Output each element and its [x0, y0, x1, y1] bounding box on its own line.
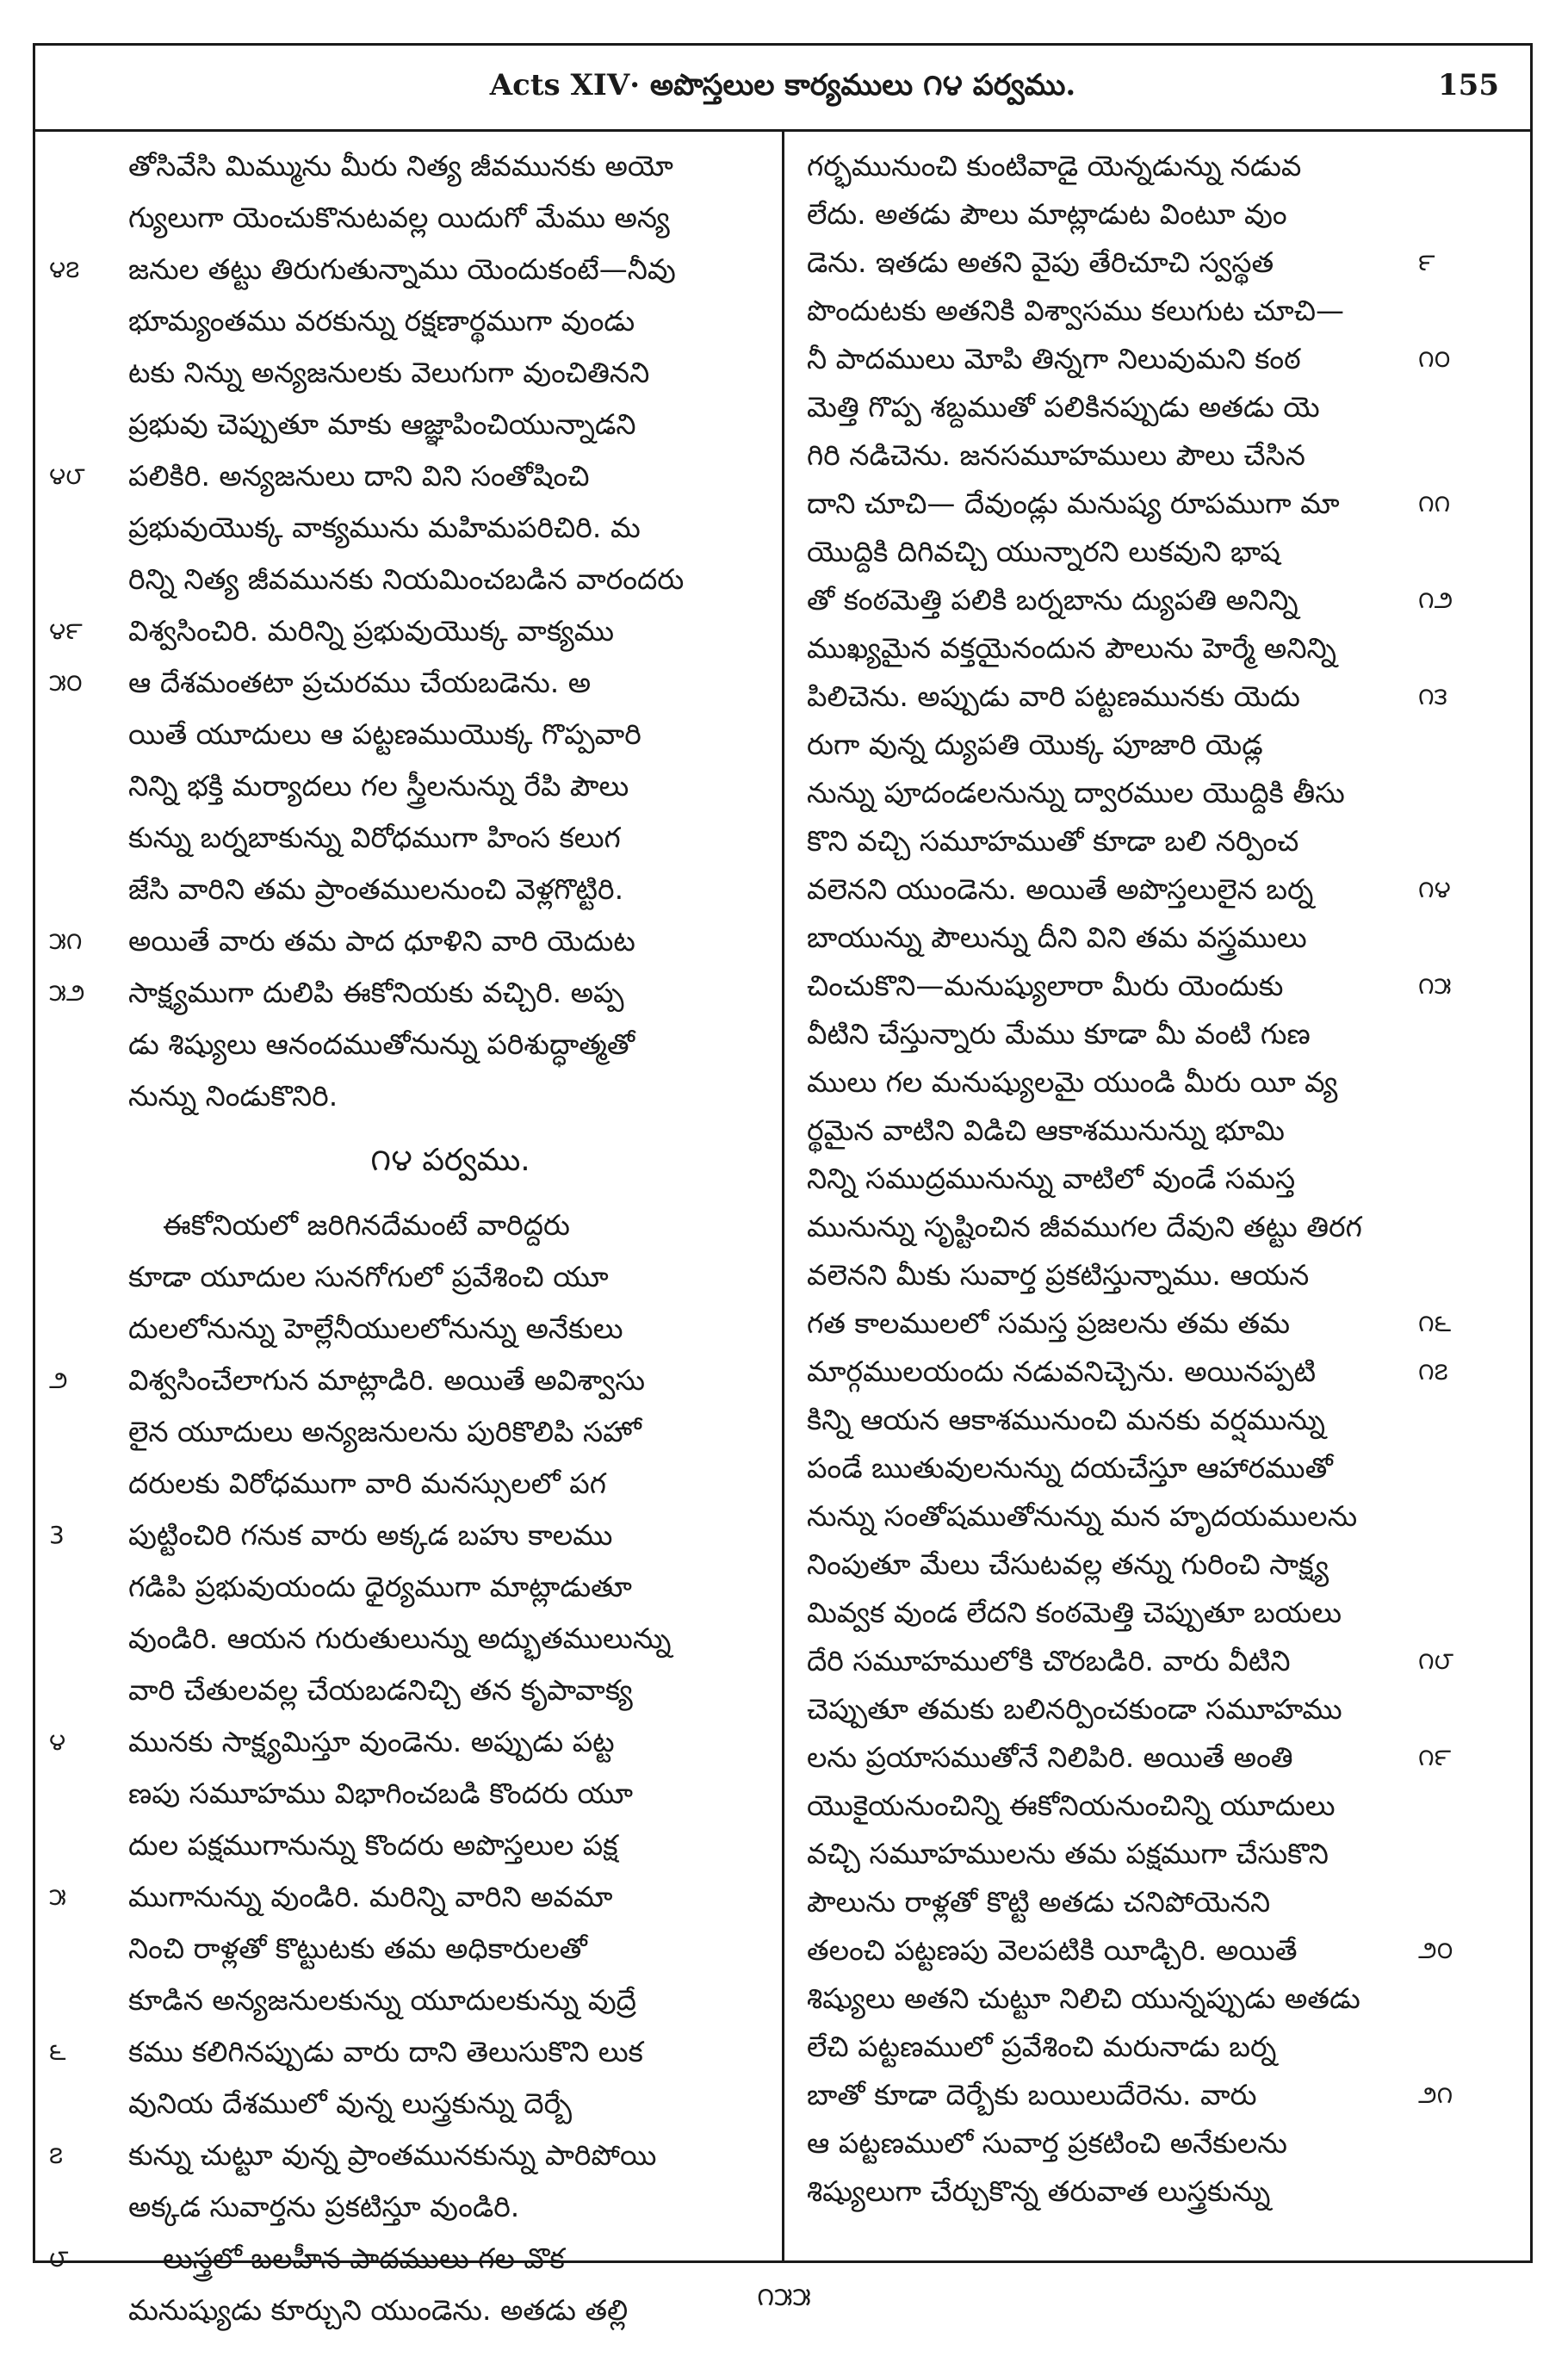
text-line: దరులకు విరోధముగా వారి మనస్సులలో పగ: [128, 1467, 606, 1500]
verse-number: 3: [49, 1521, 65, 1549]
verse-number: ౫౨: [49, 978, 85, 1007]
text-line: నున్ను సంతోషముతోనున్ను మన హృదయములను: [807, 1499, 1358, 1533]
footer-page-number: ౧౫౫: [757, 2282, 811, 2312]
text-line: ర్థమైన వాటిని విడిచి ఆకాశమునున్ను భూమి: [807, 1113, 1285, 1147]
text-line: వచ్చి సమూహములను తమ పక్షముగా చేసుకొని: [807, 1837, 1329, 1870]
text-line: నించి రాళ్లతో కొట్టుటకు తమ అధికారులతో: [128, 1932, 587, 1965]
text-line: కూడిన అన్యజనులకున్ను యూదులకున్ను వుద్రే: [128, 1983, 636, 2017]
verse-number: ౫: [49, 1882, 66, 1911]
text-line: ఈకోనియలో జరిగినదేమంటే వారిద్దరు: [163, 1208, 570, 1242]
text-line: శిష్యులు అతని చుట్టూ నిలిచి యున్నప్పుడు అతడు: [807, 1981, 1360, 2015]
text-line: ణపు సమూహము విభాగించబడి కొందరు యూ: [128, 1777, 633, 1810]
text-line: పొందుటకు అతనికి విశ్వాసము కలుగుట చూచి—: [807, 294, 1344, 327]
verse-number: ౧౧: [1418, 489, 1451, 518]
text-line: నున్ను నిండుకొనిరి.: [128, 1079, 338, 1113]
text-line: దేరి సమూహములోకి చొరబడిరి. వారు వీటిని: [807, 1644, 1291, 1677]
text-line: పండే ఋతువులనున్ను దయచేస్తూ ఆహారముతో: [807, 1451, 1333, 1485]
verse-number: ౧౮: [1418, 1646, 1454, 1675]
verse-number: ౫౧: [49, 927, 83, 955]
verse-number: ౧౩: [1418, 682, 1447, 710]
text-line: దాని చూచి— దేవుండ్లు మనుష్య రూపముగా మా: [807, 487, 1340, 520]
text-line: గర్భమునుంచి కుంటివాడై యెన్నడున్ను నడువ: [807, 149, 1302, 183]
text-line: మునకు సాక్ష్యమిస్తూ వుండెను. అప్పుడు పట్ట: [128, 1725, 615, 1758]
text-line: యొకైయనుంచిన్ని ఈకోనియనుంచిన్ని యూదులు: [807, 1789, 1336, 1822]
text-line: చించుకొని—మనుష్యులారా మీరు యెందుకు: [807, 969, 1284, 1002]
text-line: రిన్ని నిత్య జీవమునకు నియమించబడిన వారందరు: [128, 562, 685, 596]
text-line: తోసివేసి మిమ్మును మీరు నిత్య జీవమునకు అయో: [128, 149, 673, 183]
text-line: విశ్వసించేలాగున మాట్లాడిరి. అయితే అవిశ్వాసు: [128, 1363, 645, 1397]
text-line: బాయున్ను పౌలున్ను దీని విని తమ వస్త్రములు: [807, 921, 1307, 954]
verse-number: ౭: [49, 2141, 64, 2169]
text-line: యితే యూదులు ఆ పట్టణముయొక్క గొప్పవారి: [128, 717, 641, 751]
text-line: పిలిచెను. అప్పుడు వారి పట్టణమునకు యెదు: [807, 679, 1300, 713]
verse-number: ౬: [49, 2037, 66, 2066]
text-line: సాక్ష్యముగా దులిపి ఈకోనియకు వచ్చిరి. అప్ప: [128, 976, 624, 1009]
text-line: వలెనని యుండెను. అయితే అపొస్తలులైన బర్న: [807, 872, 1314, 906]
text-line: టకు నిన్ను అన్యజనులకు వెలుగుగా వుంచితినని: [128, 356, 650, 389]
text-line: జనుల తట్టు తిరుగుతున్నాము యెందుకంటే—నీవు: [128, 252, 676, 286]
running-header: [35, 46, 1530, 132]
text-line: తో కంఠమెత్తి పలికి బర్నబాను ద్యుపతి అనిన్ని: [807, 583, 1298, 617]
text-line: లను ప్రయాసముతోనే నిలిపిరి. అయితే అంతి: [807, 1740, 1293, 1774]
text-line: వలెనని మీకు సువార్త ప్రకటిస్తున్నాము. ఆయన: [807, 1258, 1310, 1292]
text-line: జేసి వారిని తమ ప్రాంతములనుంచి వెళ్లగొట్టిరి.: [128, 872, 624, 906]
text-line: మెత్తి గొప్ప శబ్దముతో పలికినప్పుడు అతడు యె: [807, 390, 1320, 424]
verse-number: ౧౪: [1418, 875, 1451, 903]
text-line: యొద్దికి దిగివచ్చి యున్నారని లుకవుని భాష: [807, 535, 1280, 568]
text-line: నింపుతూ మేలు చేసుటవల్ల తన్ను గురించి సాక్ష్య: [807, 1547, 1329, 1581]
text-line: కూడా యూదుల సునగోగులో ప్రవేశించి యూ: [128, 1260, 609, 1293]
verse-number: ౨౧: [1418, 2080, 1453, 2109]
text-line: ఆ దేశమంతటా ప్రచురము చేయబడెను. అ: [128, 666, 592, 699]
text-line: బాతో కూడా దెర్బేకు బయిలుదేరెను. వారు: [807, 2078, 1257, 2111]
verse-number: ౧౯: [1418, 1743, 1452, 1771]
text-line: లేచి పట్టణములో ప్రవేశించి మరునాడు బర్న: [807, 2030, 1277, 2063]
text-line: నీ పాదములు మోపి తిన్నగా నిలువుమని కంఠ: [807, 342, 1301, 375]
verse-number: ౧౫: [1418, 971, 1452, 1000]
text-line: శిష్యులుగా చేర్చుకొన్న తరువాత లుస్త్రకున్ను: [807, 2174, 1271, 2208]
page-number: 155: [1438, 68, 1499, 102]
verse-number: ౫౦: [49, 668, 83, 697]
text-line: లుస్త్రలో బలహీన పాదములు గల వొక: [163, 2242, 565, 2275]
verse-number: ౯: [1418, 248, 1435, 276]
text-line: గ్యులుగా యెంచుకొనుటవల్ల యిదుగో మేము అన్య: [128, 201, 670, 234]
text-line: వుండిరి. ఆయన గురుతులున్ను అద్భుతములున్ను: [128, 1622, 672, 1655]
text-line: భూమ్యంతము వరకున్ను రక్షణార్థముగా వుండు: [128, 304, 635, 338]
text-line: డెను. ఇతడు అతని వైపు తేరిచూచి స్వస్థత: [807, 245, 1274, 279]
verse-number: ౪: [49, 1727, 66, 1756]
text-line: మనుష్యుడు కూర్చుని యుండెను. అతడు తల్లి: [128, 2293, 629, 2327]
text-line: మివ్వక వుండ లేదని కంఠమెత్తి చెప్పుతూ బయలు: [807, 1596, 1342, 1629]
text-line: డు శిష్యులు ఆనందముతోనున్ను పరిశుద్ధాత్మతో: [128, 1027, 635, 1061]
verse-number: ౪౮: [49, 462, 85, 490]
text-line: అయితే వారు తమ పాద ధూళిని వారి యెదుట: [128, 924, 635, 958]
verse-number: ౨: [49, 1366, 68, 1394]
text-line: గిరి నడిచెను. జనసమూహములు పౌలు చేసిన: [807, 438, 1305, 472]
text-line: మార్గములయందు నడువనిచ్చెను. అయినప్పటి: [807, 1355, 1317, 1388]
text-line: నిన్ని సముద్రమునున్ను వాటిలో వుండే సమస్త: [807, 1162, 1296, 1195]
text-line: నిన్ని భక్తి మర్యాదలు గల స్త్రీలనున్ను రేపి పౌలు: [128, 769, 629, 803]
text-line: అక్కడ సువార్తను ప్రకటిస్తూ వుండిరి.: [128, 2190, 520, 2223]
text-line: తలంచి పట్టణపు వెలపటికి యీడ్చిరి. అయితే: [807, 1933, 1298, 1967]
text-line: ముఖ్యమైన వక్తయైనందున పౌలును హెర్మే అనిన్ని: [807, 631, 1336, 665]
text-line: ప్రభువుయొక్క వాక్యమును మహిమపరిచిరి. మ: [128, 511, 641, 544]
text-line: దుల పక్షముగానున్ను కొందరు అపొస్తలుల పక్ష: [128, 1828, 618, 1862]
text-line: ఆ పట్టణములో సువార్త ప్రకటించి అనేకులను: [807, 2126, 1287, 2160]
verse-number: ౪౯: [49, 617, 83, 645]
text-line: చెప్పుతూ తమకు బలినర్పించకుండా సమూహము: [807, 1692, 1342, 1726]
text-line: కున్ను చుట్టూ వున్న ప్రాంతమునకున్ను పారిపోయి: [128, 2138, 657, 2172]
text-line: విశ్వసించిరి. మరిన్ని ప్రభువుయొక్క వాక్యము: [128, 614, 615, 648]
text-line: ప్రభువు చెప్పుతూ మాకు ఆజ్ఞాపించియున్నాడని: [128, 407, 636, 441]
text-line: లైన యూదులు అన్యజనులను పురికొలిపి సహో: [128, 1415, 641, 1448]
verse-number: ౪౭: [49, 255, 80, 283]
text-line: పుట్టించిరి గనుక వారు అక్కడ బహు కాలము: [128, 1518, 613, 1552]
chapter-heading: ౧౪ పర్వము.: [370, 1143, 530, 1178]
verse-number: ౧౦: [1418, 344, 1451, 373]
text-line: కొని వచ్చి సమూహముతో కూడా బలి నర్పించ: [807, 824, 1299, 858]
text-line: గత కాలములలో సమస్త ప్రజలను తమ తమ: [807, 1306, 1291, 1340]
text-line: మునున్ను సృష్టించిన జీవముగల దేవుని తట్టు తిరగ: [807, 1210, 1362, 1243]
right-column: [784, 132, 1530, 2260]
text-line: లేదు. అతడు పౌలు మాట్లాడుట వింటూ వుం: [807, 197, 1287, 231]
text-line: వునియ దేశములో వున్న లుస్త్రకున్ను దెర్బే: [128, 2087, 573, 2120]
verse-number: ౧౬: [1418, 1309, 1452, 1337]
verse-number: ౮: [49, 2244, 69, 2273]
text-line: ములు గల మనుష్యులమై యుండి మీరు యీ వ్య: [807, 1065, 1338, 1099]
text-line: ముగానున్ను వుండిరి. మరిన్ని వారిని అవమా: [128, 1880, 613, 1913]
verse-number: ౨౦: [1418, 1936, 1453, 1964]
text-line: కున్ను బర్నబాకున్ను విరోధముగా హింస కలుగ: [128, 821, 621, 854]
text-line: పలికిరి. అన్యజనులు దాని విని సంతోషించి: [128, 459, 590, 493]
text-line: గడిపి ప్రభువుయందు ధైర్యముగా మాట్లాడుతూ: [128, 1570, 632, 1603]
text-line: వీటిని చేస్తున్నారు మేము కూడా మీ వంటి గుణ: [807, 1017, 1311, 1051]
text-line: దులలోనున్ను హెల్లేనీయులలోనున్ను అనేకులు: [128, 1312, 623, 1345]
verse-number: ౧౭: [1418, 1357, 1448, 1386]
running-title: Acts XIV· అపొస్తలుల కార్యములు ౧౪ పర్వము.: [489, 68, 1076, 102]
text-line: కిన్ని ఆయన ఆకాశమునుంచి మనకు వర్షమున్ను: [807, 1403, 1325, 1436]
text-line: పౌలును రాళ్లతో కొట్టి అతడు చనిపోయెనని: [807, 1885, 1271, 1919]
text-line: కము కలిగినప్పుడు వారు దాని తెలుసుకొని లుక: [128, 2035, 643, 2068]
text-line: నున్ను పూదండలనున్ను ద్వారముల యొద్దికి తీసు: [807, 776, 1345, 809]
text-line: వారి చేతులవల్ల చేయబడనిచ్చి తన కృపావాక్య: [128, 1673, 633, 1707]
text-line: రుగా వున్న ద్యుపతి యొక్క పూజారి యెడ్ల: [807, 728, 1263, 761]
verse-number: ౧౨: [1418, 586, 1453, 614]
